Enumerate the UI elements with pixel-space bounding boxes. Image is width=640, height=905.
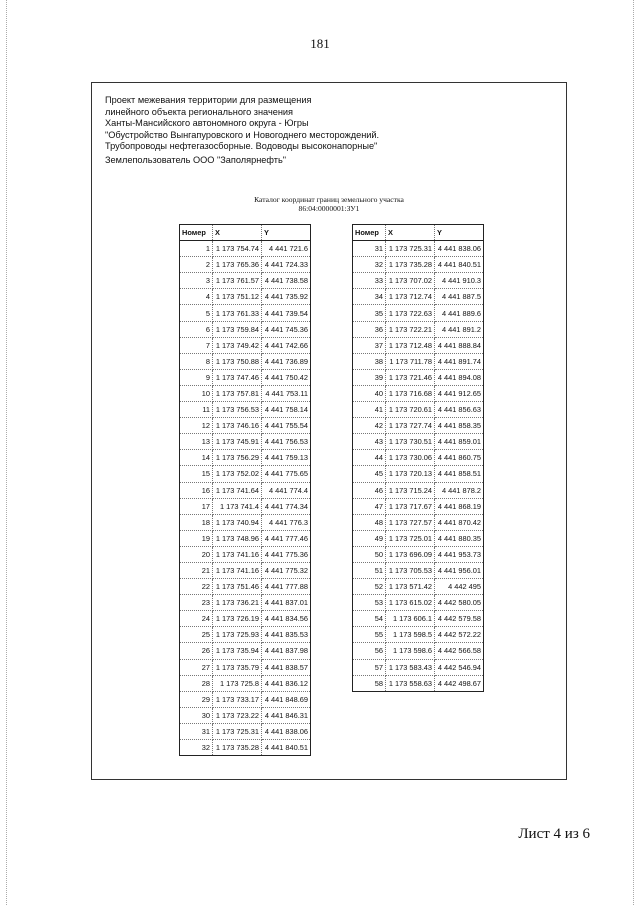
cell-x: 1 173 735.28 <box>213 740 262 756</box>
cell-x: 1 173 740.94 <box>213 514 262 530</box>
sheet-label: Лист 4 из 6 <box>518 826 590 842</box>
cell-number: 9 <box>180 369 213 385</box>
cell-y: 4 441 838.57 <box>262 659 311 675</box>
cell-x: 1 173 722.63 <box>386 305 435 321</box>
cell-x: 1 173 615.02 <box>386 595 435 611</box>
cell-number: 35 <box>353 305 386 321</box>
table-row <box>180 273 311 289</box>
table-row <box>180 466 311 482</box>
cell-x: 1 173 754.74 <box>213 241 262 257</box>
table-row <box>353 579 484 595</box>
cell-y: 4 442 566.58 <box>435 643 484 659</box>
table-header-row <box>180 225 311 241</box>
table-row <box>180 659 311 675</box>
cell-x: 1 173 761.57 <box>213 273 262 289</box>
cell-x: 1 173 558.63 <box>386 675 435 691</box>
table-row <box>353 434 484 450</box>
column-header-number: Номер <box>353 225 386 241</box>
cell-y: 4 442 580.05 <box>435 595 484 611</box>
project-header <box>105 95 379 167</box>
cell-y: 4 441 835.53 <box>262 627 311 643</box>
cell-y: 4 441 834.56 <box>262 611 311 627</box>
cell-x: 1 173 715.24 <box>386 482 435 498</box>
cell-y: 4 441 878.2 <box>435 482 484 498</box>
cell-number: 19 <box>180 530 213 546</box>
column-header-y: Y <box>435 225 484 241</box>
cell-x: 1 173 765.36 <box>213 257 262 273</box>
cell-x: 1 173 725.31 <box>213 723 262 739</box>
cell-x: 1 173 723.22 <box>213 707 262 723</box>
table-row <box>353 241 484 257</box>
cell-y: 4 441 756.53 <box>262 434 311 450</box>
cell-x: 1 173 712.48 <box>386 337 435 353</box>
cell-number: 57 <box>353 659 386 675</box>
table-row <box>353 675 484 691</box>
cell-y: 4 442 495 <box>435 579 484 595</box>
table-row <box>353 369 484 385</box>
coordinates-table-left <box>179 224 311 756</box>
cell-number: 25 <box>180 627 213 643</box>
cell-number: 8 <box>180 353 213 369</box>
cell-y: 4 441 759.13 <box>262 450 311 466</box>
cell-number: 33 <box>353 273 386 289</box>
land-user: Землепользователь ООО "Заполярнефть" <box>105 154 287 165</box>
cell-y: 4 441 750.42 <box>262 369 311 385</box>
cell-x: 1 173 707.02 <box>386 273 435 289</box>
cell-number: 41 <box>353 402 386 418</box>
cell-x: 1 173 571.42 <box>386 579 435 595</box>
cell-number: 27 <box>180 659 213 675</box>
cell-y: 4 441 856.63 <box>435 402 484 418</box>
cell-y: 4 441 880.35 <box>435 530 484 546</box>
cell-x: 1 173 752.02 <box>213 466 262 482</box>
cell-number: 37 <box>353 337 386 353</box>
cell-number: 46 <box>353 482 386 498</box>
cell-x: 1 173 741.16 <box>213 546 262 562</box>
table-row <box>353 498 484 514</box>
cell-y: 4 441 755.54 <box>262 418 311 434</box>
cell-number: 53 <box>353 595 386 611</box>
cell-y: 4 441 774.34 <box>262 498 311 514</box>
cell-y: 4 441 776.3 <box>262 514 311 530</box>
cell-y: 4 441 860.75 <box>435 450 484 466</box>
cell-x: 1 173 748.96 <box>213 530 262 546</box>
parcel-id: 86:04:0000001:ЗУ1 <box>298 203 360 213</box>
cell-number: 1 <box>180 241 213 257</box>
cell-x: 1 173 725.31 <box>386 241 435 257</box>
table-row <box>180 434 311 450</box>
cell-x: 1 173 746.16 <box>213 418 262 434</box>
table-row <box>180 530 311 546</box>
cell-x: 1 173 761.33 <box>213 305 262 321</box>
cell-x: 1 173 756.29 <box>213 450 262 466</box>
cell-number: 31 <box>353 241 386 257</box>
cell-y: 4 441 870.42 <box>435 514 484 530</box>
table-row <box>180 450 311 466</box>
cell-x: 1 173 720.13 <box>386 466 435 482</box>
cell-number: 56 <box>353 643 386 659</box>
table-row <box>353 611 484 627</box>
table-row <box>353 643 484 659</box>
cell-number: 28 <box>180 675 213 691</box>
cell-x: 1 173 730.51 <box>386 434 435 450</box>
left-margin-line <box>6 0 7 905</box>
cell-number: 17 <box>180 498 213 514</box>
table-row <box>353 627 484 643</box>
cell-number: 54 <box>353 611 386 627</box>
table-row <box>180 482 311 498</box>
cell-number: 39 <box>353 369 386 385</box>
cell-number: 48 <box>353 514 386 530</box>
table-row <box>180 337 311 353</box>
table-row <box>180 740 311 756</box>
table-row <box>353 595 484 611</box>
coordinates-table-right <box>352 224 484 692</box>
right-margin-line <box>633 0 634 905</box>
cell-y: 4 441 912.65 <box>435 385 484 401</box>
table-row <box>180 241 311 257</box>
cell-y: 4 442 572.22 <box>435 627 484 643</box>
cell-x: 1 173 750.88 <box>213 353 262 369</box>
cell-y: 4 441 891.74 <box>435 353 484 369</box>
page-number: 181 <box>310 36 330 51</box>
cell-x: 1 173 735.28 <box>386 257 435 273</box>
cell-x: 1 173 725.93 <box>213 627 262 643</box>
cell-x: 1 173 730.06 <box>386 450 435 466</box>
cell-y: 4 441 953.73 <box>435 546 484 562</box>
cell-number: 5 <box>180 305 213 321</box>
cell-x: 1 173 745.91 <box>213 434 262 450</box>
cell-x: 1 173 741.64 <box>213 482 262 498</box>
cell-number: 12 <box>180 418 213 434</box>
cell-number: 31 <box>180 723 213 739</box>
cell-y: 4 442 579.58 <box>435 611 484 627</box>
cell-x: 1 173 583.43 <box>386 659 435 675</box>
header-line: Ханты-Мансийского автономного округа - Югры <box>105 118 309 129</box>
cell-y: 4 441 739.54 <box>262 305 311 321</box>
cell-y: 4 441 736.89 <box>262 353 311 369</box>
cell-number: 32 <box>353 257 386 273</box>
table-row <box>353 305 484 321</box>
cell-x: 1 173 727.74 <box>386 418 435 434</box>
header-line: "Обустройство Вынгапуровского и Новогоднего месторождений. <box>105 129 380 140</box>
cell-y: 4 441 859.01 <box>435 434 484 450</box>
table-row <box>353 257 484 273</box>
cell-number: 36 <box>353 321 386 337</box>
cell-x: 1 173 721.46 <box>386 369 435 385</box>
cell-x: 1 173 747.46 <box>213 369 262 385</box>
cell-number: 3 <box>180 273 213 289</box>
cell-number: 14 <box>180 450 213 466</box>
cell-y: 4 441 889.6 <box>435 305 484 321</box>
cell-y: 4 441 735.92 <box>262 289 311 305</box>
cell-y: 4 441 775.36 <box>262 546 311 562</box>
cell-number: 23 <box>180 595 213 611</box>
table-row <box>353 562 484 578</box>
cell-y: 4 441 956.01 <box>435 562 484 578</box>
cell-number: 6 <box>180 321 213 337</box>
table-row <box>353 450 484 466</box>
cell-x: 1 173 722.21 <box>386 321 435 337</box>
table-row <box>180 707 311 723</box>
document-frame <box>91 82 567 780</box>
cell-number: 32 <box>180 740 213 756</box>
table-row <box>180 257 311 273</box>
column-header-x: X <box>213 225 262 241</box>
cell-y: 4 441 836.12 <box>262 675 311 691</box>
cell-x: 1 173 749.42 <box>213 337 262 353</box>
table-row <box>180 611 311 627</box>
cell-number: 22 <box>180 579 213 595</box>
cell-x: 1 173 696.09 <box>386 546 435 562</box>
cell-number: 49 <box>353 530 386 546</box>
cell-number: 11 <box>180 402 213 418</box>
cell-x: 1 173 733.17 <box>213 691 262 707</box>
cell-x: 1 173 717.67 <box>386 498 435 514</box>
table-row <box>180 723 311 739</box>
table-row <box>180 514 311 530</box>
cell-y: 4 441 837.01 <box>262 595 311 611</box>
cell-number: 24 <box>180 611 213 627</box>
cell-x: 1 173 741.4 <box>213 498 262 514</box>
table-row <box>353 466 484 482</box>
cell-y: 4 441 838.06 <box>262 723 311 739</box>
cell-y: 4 442 498.67 <box>437 678 481 688</box>
cell-y: 4 441 774.4 <box>262 482 311 498</box>
cell-number: 52 <box>353 579 386 595</box>
cell-x: 1 173 759.84 <box>213 321 262 337</box>
cell-y: 4 441 738.58 <box>262 273 311 289</box>
cell-x: 1 173 598.6 <box>386 643 435 659</box>
cell-number: 4 <box>180 289 213 305</box>
cell-y: 4 441 858.51 <box>435 466 484 482</box>
cell-y: 4 441 775.65 <box>262 466 311 482</box>
header-line: линейного объекта регионального значения <box>105 106 294 117</box>
cell-y: 4 441 837.98 <box>262 643 311 659</box>
table-row <box>180 369 311 385</box>
table-row <box>353 530 484 546</box>
cell-number: 7 <box>180 337 213 353</box>
cell-x: 1 173 735.79 <box>213 659 262 675</box>
cell-number: 20 <box>180 546 213 562</box>
table-row <box>180 305 311 321</box>
table-row <box>180 579 311 595</box>
cell-number: 40 <box>353 385 386 401</box>
cell-number: 58 <box>353 675 386 691</box>
cell-y: 4 441 858.35 <box>435 418 484 434</box>
cell-x: 1 173 598.5 <box>386 627 435 643</box>
column-header-x: X <box>386 225 435 241</box>
cell-x: 1 173 726.19 <box>213 611 262 627</box>
cell-y: 4 441 894.08 <box>435 369 484 385</box>
cell-number: 29 <box>180 691 213 707</box>
cell-y: 4 441 742.66 <box>262 337 311 353</box>
cell-number: 44 <box>353 450 386 466</box>
table-row <box>180 418 311 434</box>
cell-number: 55 <box>353 627 386 643</box>
table-row <box>353 418 484 434</box>
cell-number: 50 <box>353 546 386 562</box>
table-row <box>353 514 484 530</box>
cell-y: 4 441 887.5 <box>435 289 484 305</box>
cell-number: 34 <box>353 289 386 305</box>
cell-y: 4 441 724.33 <box>262 257 311 273</box>
cell-y: 4 441 910.3 <box>435 273 484 289</box>
table-row <box>180 595 311 611</box>
cell-number: 10 <box>180 385 213 401</box>
table-row <box>180 675 311 691</box>
cell-number: 26 <box>180 643 213 659</box>
cell-x: 1 173 751.46 <box>213 579 262 595</box>
cell-x: 1 173 712.74 <box>386 289 435 305</box>
cell-x: 1 173 757.81 <box>213 385 262 401</box>
cell-y: 4 441 838.06 <box>435 241 484 257</box>
table-row <box>353 289 484 305</box>
cell-number: 51 <box>353 562 386 578</box>
cell-y: 4 441 721.6 <box>262 241 311 257</box>
cell-x: 1 173 711.78 <box>386 353 435 369</box>
cell-y: 4 441 777.88 <box>262 579 311 595</box>
catalog-title: Каталог координат границ земельного участка <box>254 195 404 204</box>
table-row <box>180 498 311 514</box>
table-row <box>180 321 311 337</box>
cell-y: 4 441 868.19 <box>435 498 484 514</box>
cell-y: 4 441 846.31 <box>262 707 311 723</box>
cell-x: 1 173 736.21 <box>213 595 262 611</box>
table-row <box>180 402 311 418</box>
table-row <box>180 385 311 401</box>
table-row <box>180 289 311 305</box>
cell-number: 15 <box>180 466 213 482</box>
catalog-title-block <box>92 196 566 213</box>
cell-x: 1 173 606.1 <box>386 611 435 627</box>
cell-y: 4 441 775.32 <box>262 562 311 578</box>
table-row <box>353 273 484 289</box>
cell-number: 42 <box>353 418 386 434</box>
cell-x: 1 173 727.57 <box>386 514 435 530</box>
table-row <box>180 627 311 643</box>
cell-x: 1 173 741.16 <box>213 562 262 578</box>
table-row <box>353 353 484 369</box>
table-header-row <box>353 225 484 241</box>
cell-y: 4 441 777.46 <box>262 530 311 546</box>
header-line: Трубопроводы нефтегазосборные. Водоводы высоконапорные" <box>105 141 378 152</box>
table-row <box>180 546 311 562</box>
table-row <box>353 659 484 675</box>
table-row <box>353 402 484 418</box>
cell-y: 4 441 888.84 <box>435 337 484 353</box>
cell-y: 4 441 753.11 <box>262 385 311 401</box>
cell-y: 4 441 840.51 <box>435 257 484 273</box>
cell-y: 4 441 848.69 <box>262 691 311 707</box>
cell-number: 38 <box>353 353 386 369</box>
table-row <box>180 643 311 659</box>
cell-x: 1 173 735.94 <box>213 643 262 659</box>
table-row <box>353 546 484 562</box>
table-row <box>180 353 311 369</box>
cell-x: 1 173 751.12 <box>213 289 262 305</box>
cell-x: 1 173 716.68 <box>386 385 435 401</box>
cell-x: 1 173 725.01 <box>386 530 435 546</box>
column-header-number: Номер <box>180 225 213 241</box>
cell-y: 4 441 840.51 <box>264 743 308 753</box>
table-row <box>353 482 484 498</box>
cell-y: 4 442 546.94 <box>435 659 484 675</box>
table-row <box>180 562 311 578</box>
cell-y: 4 441 745.36 <box>262 321 311 337</box>
table-row <box>180 691 311 707</box>
cell-x: 1 173 705.53 <box>386 562 435 578</box>
cell-x: 1 173 725.8 <box>213 675 262 691</box>
cell-number: 47 <box>353 498 386 514</box>
table-row <box>353 385 484 401</box>
cell-number: 16 <box>180 482 213 498</box>
cell-number: 43 <box>353 434 386 450</box>
cell-number: 30 <box>180 707 213 723</box>
cell-number: 13 <box>180 434 213 450</box>
cell-number: 2 <box>180 257 213 273</box>
cell-y: 4 441 891.2 <box>435 321 484 337</box>
cell-number: 45 <box>353 466 386 482</box>
table-row <box>353 321 484 337</box>
cell-number: 21 <box>180 562 213 578</box>
cell-y: 4 441 758.14 <box>262 402 311 418</box>
cell-x: 1 173 756.53 <box>213 402 262 418</box>
table-row <box>353 337 484 353</box>
cell-number: 18 <box>180 514 213 530</box>
header-line: Проект межевания территории для размещения <box>105 95 312 105</box>
cell-x: 1 173 720.61 <box>386 402 435 418</box>
column-header-y: Y <box>262 225 311 241</box>
